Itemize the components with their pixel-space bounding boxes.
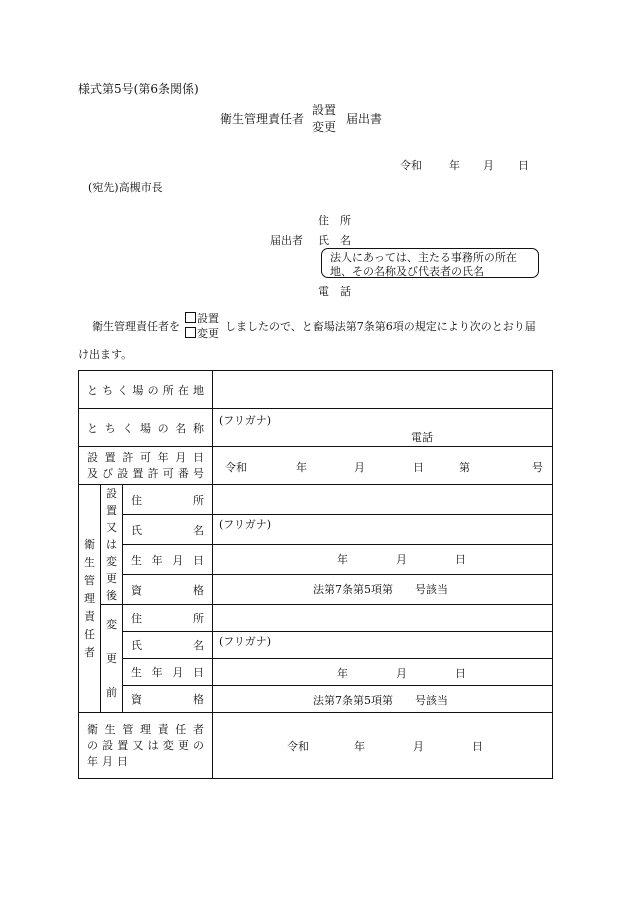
before-birth-label: 生 年 月 日	[131, 666, 204, 679]
phone-label: 電話	[411, 431, 433, 444]
location-input[interactable]	[213, 371, 553, 409]
change-date-label-line-1: 衛 生 管 理 責 任 者	[87, 722, 204, 736]
after-birth-input[interactable]	[213, 545, 553, 575]
title-right: 届出書	[346, 112, 383, 126]
after-name-label-cell	[123, 515, 213, 545]
note-line-1: 法人にあっては、主たる事務所の所在	[330, 251, 517, 264]
after-name-label: 氏 名	[131, 523, 204, 537]
before-name-label: 氏 名	[131, 639, 204, 652]
before-qualification-text: 法第7条第5項第 号該当	[313, 694, 448, 707]
body-line-2: け出ます。	[78, 348, 133, 361]
slaughterhouse-name-label: と ち く 場 の 名 称	[87, 421, 204, 435]
after-qual-label-cell	[123, 575, 213, 605]
change-date-label-cell	[79, 713, 213, 779]
permit-input[interactable]	[213, 447, 553, 485]
after-address-input[interactable]	[213, 485, 553, 515]
manager-label: 衛 生 管 理 責 任 者	[84, 537, 95, 659]
after-birth-label: 生 年 月 日	[131, 553, 204, 567]
change-date-label-line-3: 年 月 日	[87, 754, 128, 768]
title-left: 衛生管理責任者	[220, 112, 305, 126]
permit-era: 令和	[225, 461, 247, 474]
body-option-change: 変更	[185, 325, 219, 341]
manager-label-cell	[79, 485, 101, 713]
after-birth-label-cell	[123, 545, 213, 575]
permit-number-suffix: 号	[532, 461, 543, 474]
after-name-input[interactable]	[213, 515, 553, 545]
phone-label: 電 話	[318, 285, 351, 298]
body-prefix: 衛生管理責任者を	[92, 320, 180, 333]
body-option-setup: 設置	[185, 310, 219, 326]
addressee: (宛先)高槻市長	[88, 181, 163, 194]
location-label-cell	[79, 371, 213, 409]
before-birth-label-cell	[123, 659, 213, 686]
body-suffix: しましたので、と畜場法第7条第6項の規定により次のとおり届	[225, 320, 536, 333]
furigana-label: (フリガナ)	[219, 414, 272, 427]
change-date-input[interactable]	[213, 713, 553, 779]
before-label: 変 更 前	[106, 617, 117, 699]
after-label-cell	[101, 485, 123, 605]
before-birth-month: 月	[396, 667, 407, 680]
before-name-label-cell	[123, 632, 213, 659]
date-day: 日	[518, 159, 529, 172]
date-era: 令和	[400, 159, 422, 172]
before-address-input[interactable]	[213, 605, 553, 632]
location-label: と ち く 場 の 所 在 地	[87, 383, 204, 397]
title-option-change: 変更	[312, 120, 337, 134]
after-address-label-cell	[123, 485, 213, 515]
checkbox-setup[interactable]	[185, 312, 196, 323]
notification-table	[78, 370, 553, 779]
permit-month: 月	[354, 461, 365, 474]
checkbox-change[interactable]	[185, 327, 196, 338]
slaughterhouse-name-input[interactable]	[213, 409, 553, 447]
permit-number-prefix: 第	[459, 461, 470, 474]
before-qual-label-cell	[123, 686, 213, 713]
after-furigana-label: (フリガナ)	[219, 518, 272, 531]
before-qualification-label: 資 格	[131, 693, 204, 706]
before-address-label: 住 所	[131, 612, 204, 625]
change-date-year: 年	[354, 740, 365, 753]
after-qualification-text: 法第7条第5項第 号該当	[313, 583, 448, 596]
permit-label-cell	[79, 447, 213, 485]
note-line-2: 地、その名称及び代表者の氏名	[330, 265, 484, 278]
after-birth-day: 日	[455, 553, 466, 566]
name-label-cell	[79, 409, 213, 447]
permit-year: 年	[296, 461, 307, 474]
form-number: 様式第5号(第6条関係)	[78, 82, 199, 96]
notifier-label: 届出者	[270, 234, 303, 247]
after-birth-month: 月	[396, 553, 407, 566]
after-birth-year: 年	[337, 553, 348, 566]
before-name-input[interactable]	[213, 632, 553, 659]
change-date-month: 月	[413, 740, 424, 753]
permit-label-line-1: 設 置 許 可 年 月 日	[87, 450, 204, 464]
after-qualification-label: 資 格	[131, 583, 204, 597]
after-label: 設 置 又 は 変 更 後	[106, 487, 117, 602]
before-birth-year: 年	[337, 667, 348, 680]
before-furigana-label: (フリガナ)	[219, 635, 272, 648]
before-label-cell	[101, 605, 123, 713]
title-option-setup: 設置	[312, 103, 337, 117]
change-date-day: 日	[472, 740, 483, 753]
address-label: 住 所	[318, 214, 351, 227]
change-date-label-line-2: の 設 置 又 は 変 更 の	[87, 738, 204, 752]
date-year: 年	[449, 159, 460, 172]
before-birth-input[interactable]	[213, 659, 553, 686]
name-label: 氏 名	[318, 234, 351, 247]
after-qualification-input[interactable]	[213, 575, 553, 605]
permit-day: 日	[413, 461, 424, 474]
permit-label-line-2: 及 び 設 置 許 可 番 号	[87, 466, 204, 480]
before-address-label-cell	[123, 605, 213, 632]
before-birth-day: 日	[455, 667, 466, 680]
date-month: 月	[483, 159, 494, 172]
after-address-label: 住 所	[131, 493, 204, 507]
change-date-era: 令和	[287, 740, 309, 753]
before-qualification-input[interactable]	[213, 686, 553, 713]
